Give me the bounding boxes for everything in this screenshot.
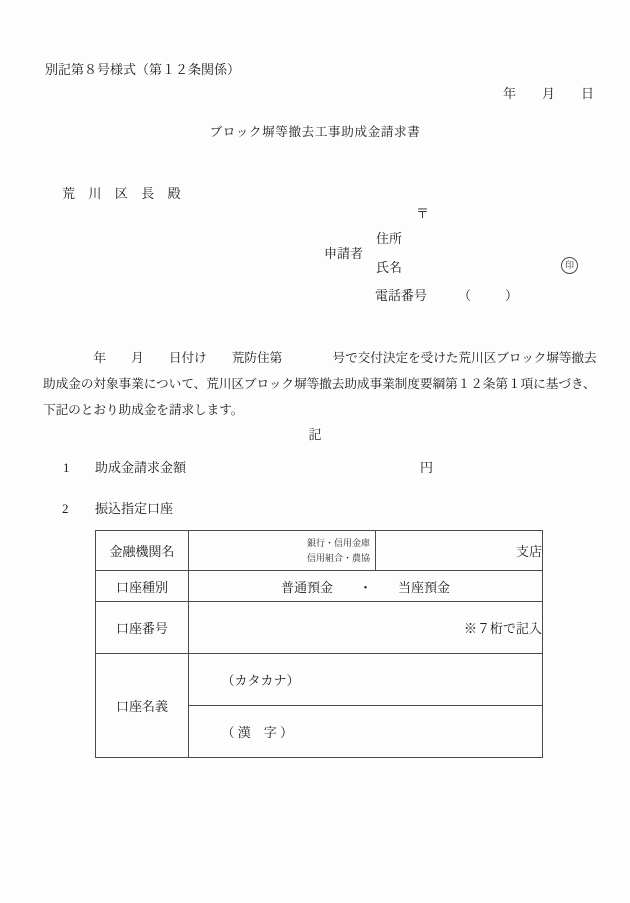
financial-institution-label: 金融機関名 (96, 531, 189, 571)
phone-label: 電話番号 (375, 288, 428, 303)
item-1-number: 1 (63, 460, 70, 475)
kanji-label: （ 漢 字 ） (221, 725, 294, 740)
institution-type-note (189, 534, 375, 568)
form-number: 別記第８号様式（第１２条関係） (45, 62, 241, 77)
body-line-2: 助成金の対象事業について、荒川区ブロック塀等撤去助成事業制度要綱第１２条第１項に基づき、 (43, 377, 596, 391)
body-line-3: 下記のとおり助成金を請求します。 (43, 403, 244, 417)
account-number-note: ※７桁で記入 (463, 621, 542, 636)
account-number-field (189, 602, 543, 654)
item-1-label: 助成金請求金額 (95, 460, 187, 475)
phone-paren-open: （ (458, 288, 472, 303)
address-label: 住所 (376, 231, 403, 246)
table-row-institution (96, 531, 543, 571)
addressee: 荒 川 区 長 殿 (62, 186, 181, 201)
item-2-number: 2 (62, 501, 69, 516)
applicant-label: 申請者 (324, 246, 364, 261)
item-2-label: 振込指定口座 (95, 501, 174, 516)
phone-paren-close: ） (505, 288, 519, 303)
postal-mark: 〒 (416, 206, 430, 221)
page-title: ブロック塀等撤去工事助成金請求書 (209, 125, 421, 139)
account-type-options: 普通預金 ・ 当座預金 (189, 571, 543, 602)
institution-type-line1: 銀行・信用金庫 (306, 537, 370, 548)
holder-kanji-field (189, 706, 543, 758)
seal-icon (561, 257, 578, 274)
katakana-label: （カタカナ） (221, 673, 300, 688)
name-label: 氏名 (376, 260, 403, 275)
date-line: 年 月 日 (502, 86, 594, 101)
institution-name-field (189, 531, 376, 571)
institution-type-line2: 信用組合・農協 (306, 552, 370, 563)
branch-label: 支店 (515, 544, 542, 559)
table-row-account-type (96, 571, 543, 602)
seal-character: 印 (564, 260, 574, 270)
item-1-unit: 円 (420, 460, 434, 475)
table-row-account-number (96, 602, 543, 654)
account-number-label: 口座番号 (96, 602, 189, 654)
body-line-1: 年 月 日付け 荒防住第 号で交付決定を受けた荒川区ブロック塀等撤去 (43, 351, 597, 365)
branch-field (376, 531, 543, 571)
holder-katakana-field (189, 654, 543, 706)
table-row-holder-katakana (96, 654, 543, 706)
account-holder-label: 口座名義 (96, 654, 189, 758)
account-type-label: 口座種別 (96, 571, 189, 602)
account-table (95, 530, 543, 758)
note-heading: 記 (308, 427, 322, 442)
